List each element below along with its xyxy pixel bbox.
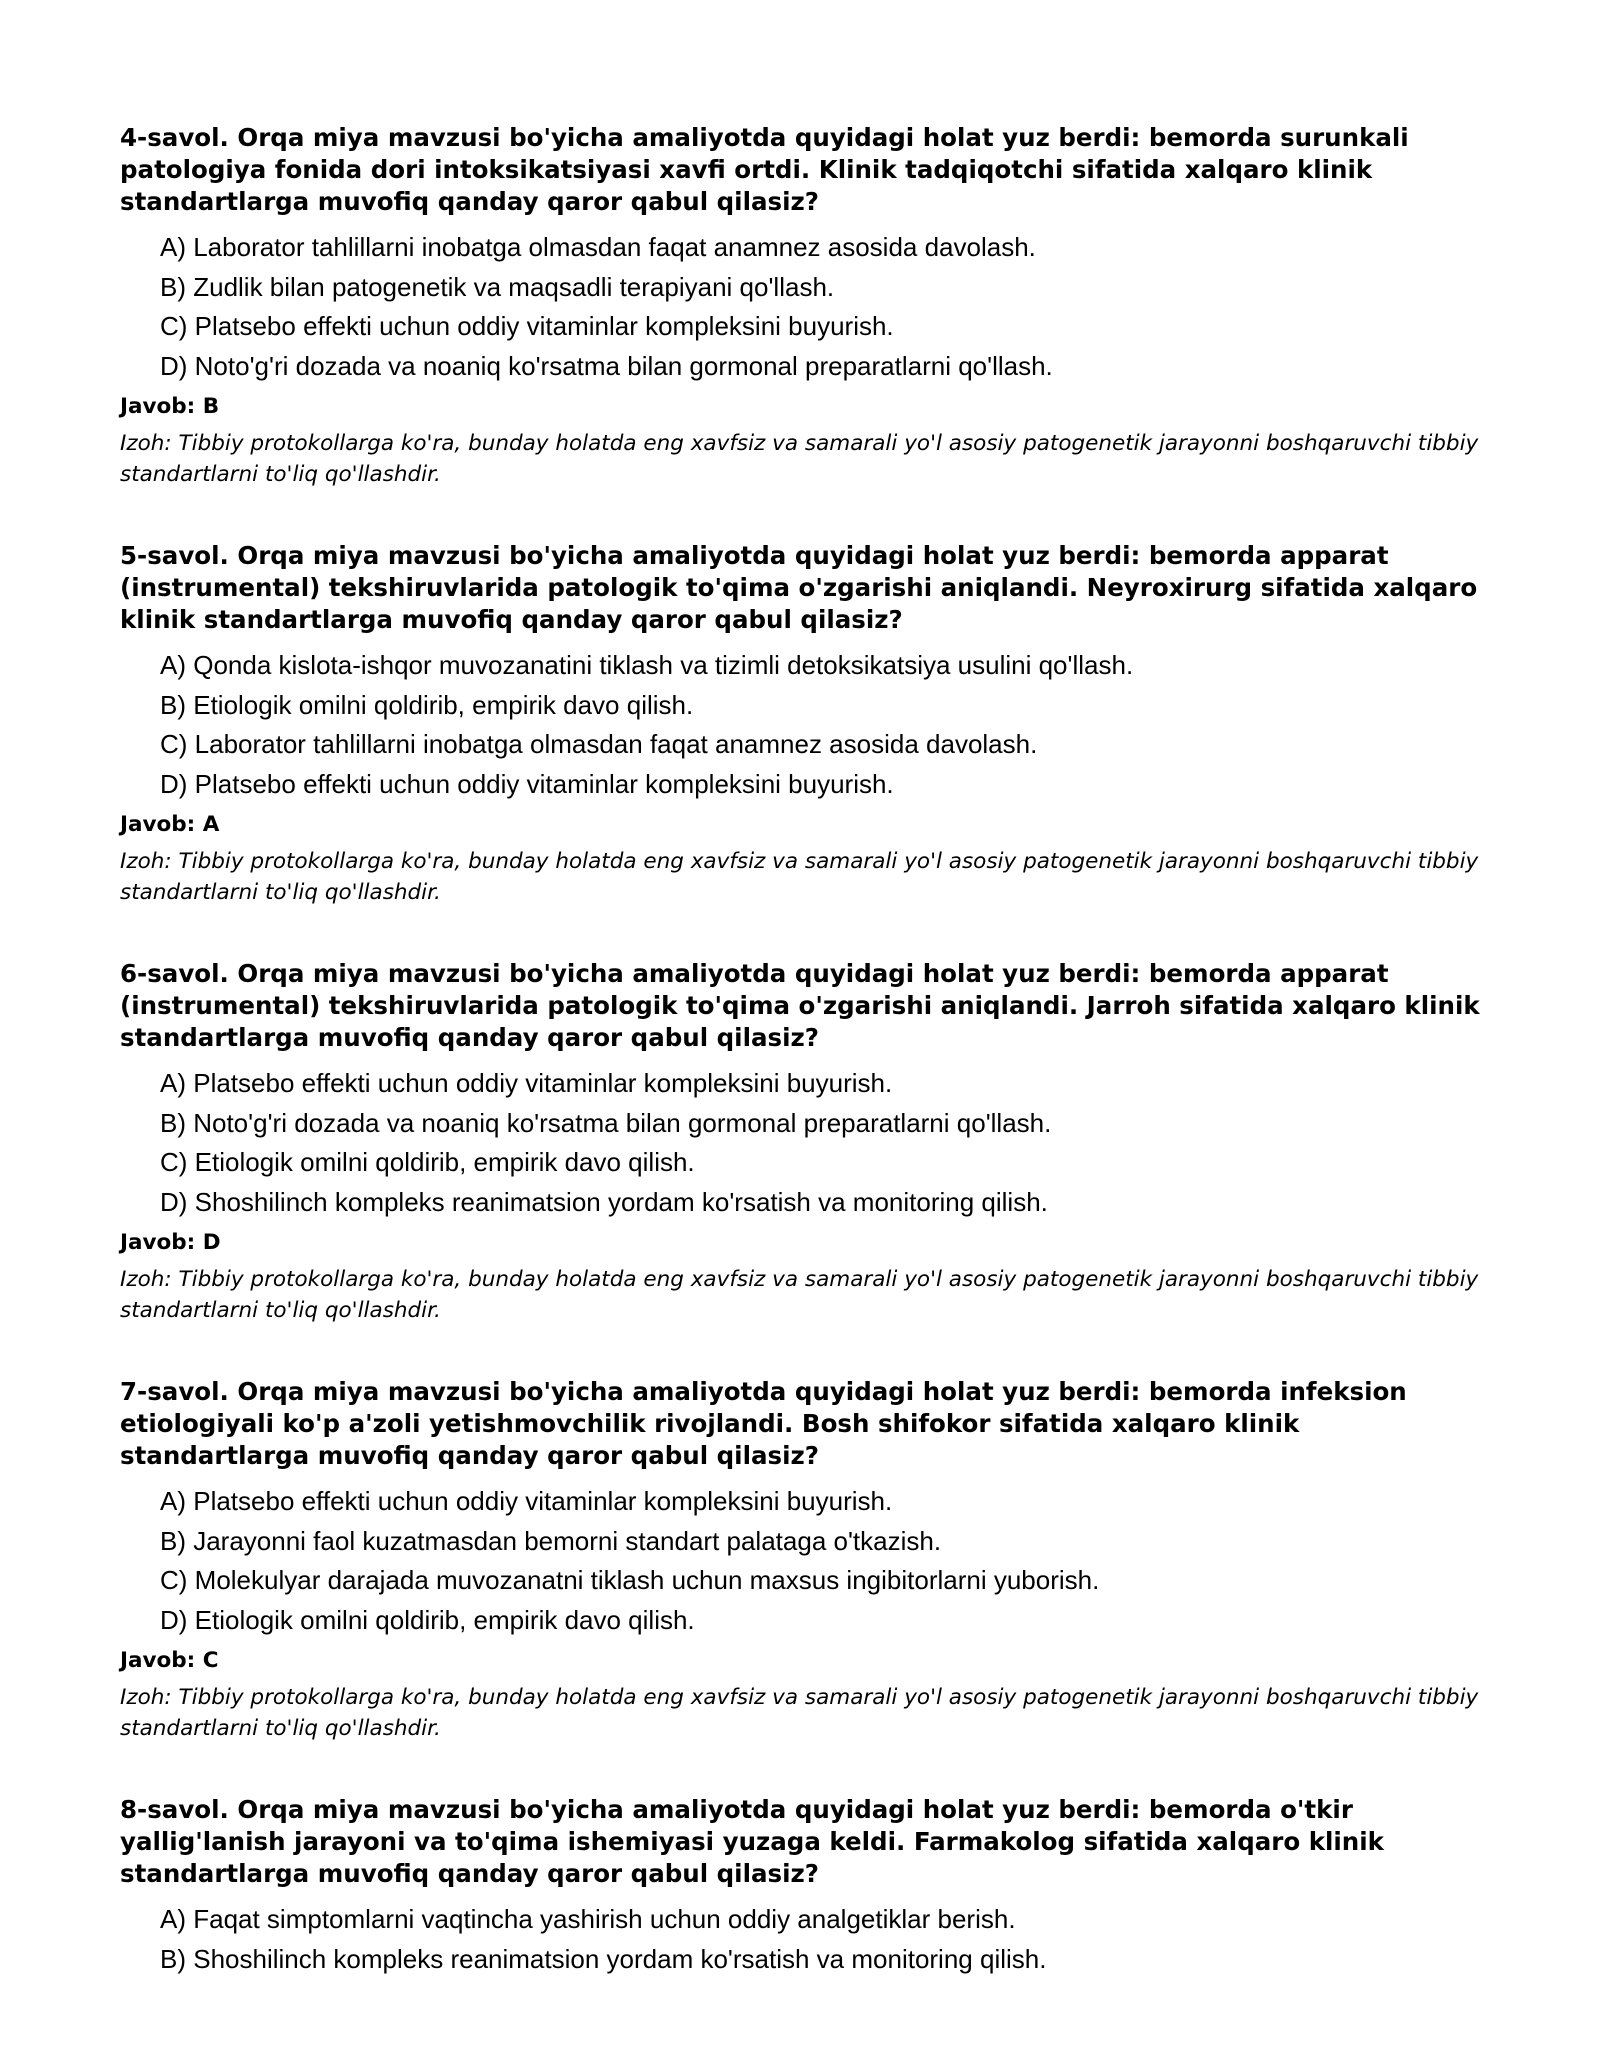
options-list bbox=[120, 1482, 1485, 1640]
question-block bbox=[120, 122, 1485, 490]
answer-label: Javob: B bbox=[120, 394, 220, 419]
option-c: C) Etiologik omilni qoldirib, empirik davo qilish. bbox=[160, 1147, 695, 1177]
option-b: B) Jarayonni faol kuzatmasdan bemorni standart palataga o'tkazish. bbox=[160, 1525, 942, 1556]
options-list bbox=[120, 228, 1485, 386]
question-title: 8-savol. Orqa miya mavzusi bo'yicha amaliyotda quyidagi holat yuz berdi: bemorda o'tkir yallig'lanish jarayoni va to'qima ishemiyasi yuzaga keldi. Farmakolog sifatida xalqaro klinik standartlarga muvofiq qanday qaror qabul qilasiz? bbox=[120, 1795, 1384, 1888]
option-d: D) Shoshilinch kompleks reanimatsion yordam ko'rsatish va monitoring qilish. bbox=[160, 1186, 1048, 1217]
option-d: D) Platsebo effekti uchun oddiy vitaminlar kompleksini buyurish. bbox=[160, 768, 894, 799]
question-title: 5-savol. Orqa miya mavzusi bo'yicha amaliyotda quyidagi holat yuz berdi: bemorda apparat (instrumental) tekshiruvlarida patologik to'qima o'zgarishi aniqlandi. Neyroxirurg sifatida xalqaro klinik standartlarga muvofiq qanday qaror qabul qilasiz? bbox=[120, 541, 1478, 634]
answer-label: Javob: D bbox=[120, 1230, 221, 1255]
explanation-note: Izoh: Tibbiy protokollarga ko'ra, bunday holatda eng xavfsiz va samarali yo'l asosiy patogenetik jarayonni boshqaruvchi tibbiy standartlarni to'liq qo'llashdir. bbox=[120, 1685, 1479, 1741]
options-list bbox=[120, 1064, 1485, 1222]
option-b: B) Shoshilinch kompleks reanimatsion yordam ko'rsatish va monitoring qilish. bbox=[160, 1943, 1047, 1974]
option-c: C) Platsebo effekti uchun oddiy vitaminlar kompleksini buyurish. bbox=[160, 311, 894, 341]
question-block bbox=[120, 1376, 1485, 1744]
document-page bbox=[120, 122, 1485, 2029]
option-a: A) Laborator tahlillarni inobatga olmasdan faqat anamnez asosida davolash. bbox=[160, 232, 1036, 262]
option-a: A) Qonda kislota-ishqor muvozanatini tiklash va tizimli detoksikatsiya usulini qo'llash. bbox=[160, 650, 1134, 680]
option-d: D) Etiologik omilni qoldirib, empirik davo qilish. bbox=[160, 1604, 695, 1635]
explanation-note: Izoh: Tibbiy protokollarga ko'ra, bunday holatda eng xavfsiz va samarali yo'l asosiy patogenetik jarayonni boshqaruvchi tibbiy standartlarni to'liq qo'llashdir. bbox=[120, 1267, 1479, 1323]
question-title: 7-savol. Orqa miya mavzusi bo'yicha amaliyotda quyidagi holat yuz berdi: bemorda infeksion etiologiyali ko'p a'zoli yetishmovchilik rivojlandi. Bosh shifokor sifatida xalqaro klinik standartlarga muvofiq qanday qaror qabul qilasiz? bbox=[120, 1377, 1407, 1470]
option-b: B) Noto'g'ri dozada va noaniq ko'rsatma bilan gormonal preparatlarni qo'llash. bbox=[160, 1107, 1052, 1138]
option-b: B) Zudlik bilan patogenetik va maqsadli terapiyani qo'llash. bbox=[160, 271, 835, 302]
question-block bbox=[120, 958, 1485, 1326]
option-c: C) Molekulyar darajada muvozanatni tiklash uchun maxsus ingibitorlarni yuborish. bbox=[160, 1565, 1100, 1595]
question-block bbox=[120, 1794, 1485, 1979]
question-block bbox=[120, 540, 1485, 908]
explanation-note: Izoh: Tibbiy protokollarga ko'ra, bunday holatda eng xavfsiz va samarali yo'l asosiy patogenetik jarayonni boshqaruvchi tibbiy standartlarni to'liq qo'llashdir. bbox=[120, 849, 1479, 905]
option-a: A) Platsebo effekti uchun oddiy vitaminlar kompleksini buyurish. bbox=[160, 1486, 893, 1516]
option-a: A) Platsebo effekti uchun oddiy vitaminlar kompleksini buyurish. bbox=[160, 1068, 893, 1098]
question-title: 6-savol. Orqa miya mavzusi bo'yicha amaliyotda quyidagi holat yuz berdi: bemorda apparat (instrumental) tekshiruvlarida patologik to'qima o'zgarishi aniqlandi. Jarroh sifatida xalqaro klinik standartlarga muvofiq qanday qaror qabul qilasiz? bbox=[120, 959, 1480, 1052]
option-c: C) Laborator tahlillarni inobatga olmasdan faqat anamnez asosida davolash. bbox=[160, 729, 1038, 759]
options-list bbox=[120, 646, 1485, 804]
question-title: 4-savol. Orqa miya mavzusi bo'yicha amaliyotda quyidagi holat yuz berdi: bemorda surunkali patologiya fonida dori intoksikatsiyasi xavfi ortdi. Klinik tadqiqotchi sifatida xalqaro klinik standartlarga muvofiq qanday qaror qabul qilasiz? bbox=[120, 123, 1409, 216]
explanation-note: Izoh: Tibbiy protokollarga ko'ra, bunday holatda eng xavfsiz va samarali yo'l asosiy patogenetik jarayonni boshqaruvchi tibbiy standartlarni to'liq qo'llashdir. bbox=[120, 431, 1479, 487]
option-d: D) Noto'g'ri dozada va noaniq ko'rsatma bilan gormonal preparatlarni qo'llash. bbox=[160, 350, 1053, 381]
option-b: B) Etiologik omilni qoldirib, empirik davo qilish. bbox=[160, 689, 694, 720]
answer-label: Javob: A bbox=[120, 812, 220, 837]
option-a: A) Faqat simptomlarni vaqtincha yashirish uchun oddiy analgetiklar berish. bbox=[160, 1904, 1016, 1934]
answer-label: Javob: C bbox=[120, 1648, 219, 1673]
options-list bbox=[120, 1900, 1485, 1979]
